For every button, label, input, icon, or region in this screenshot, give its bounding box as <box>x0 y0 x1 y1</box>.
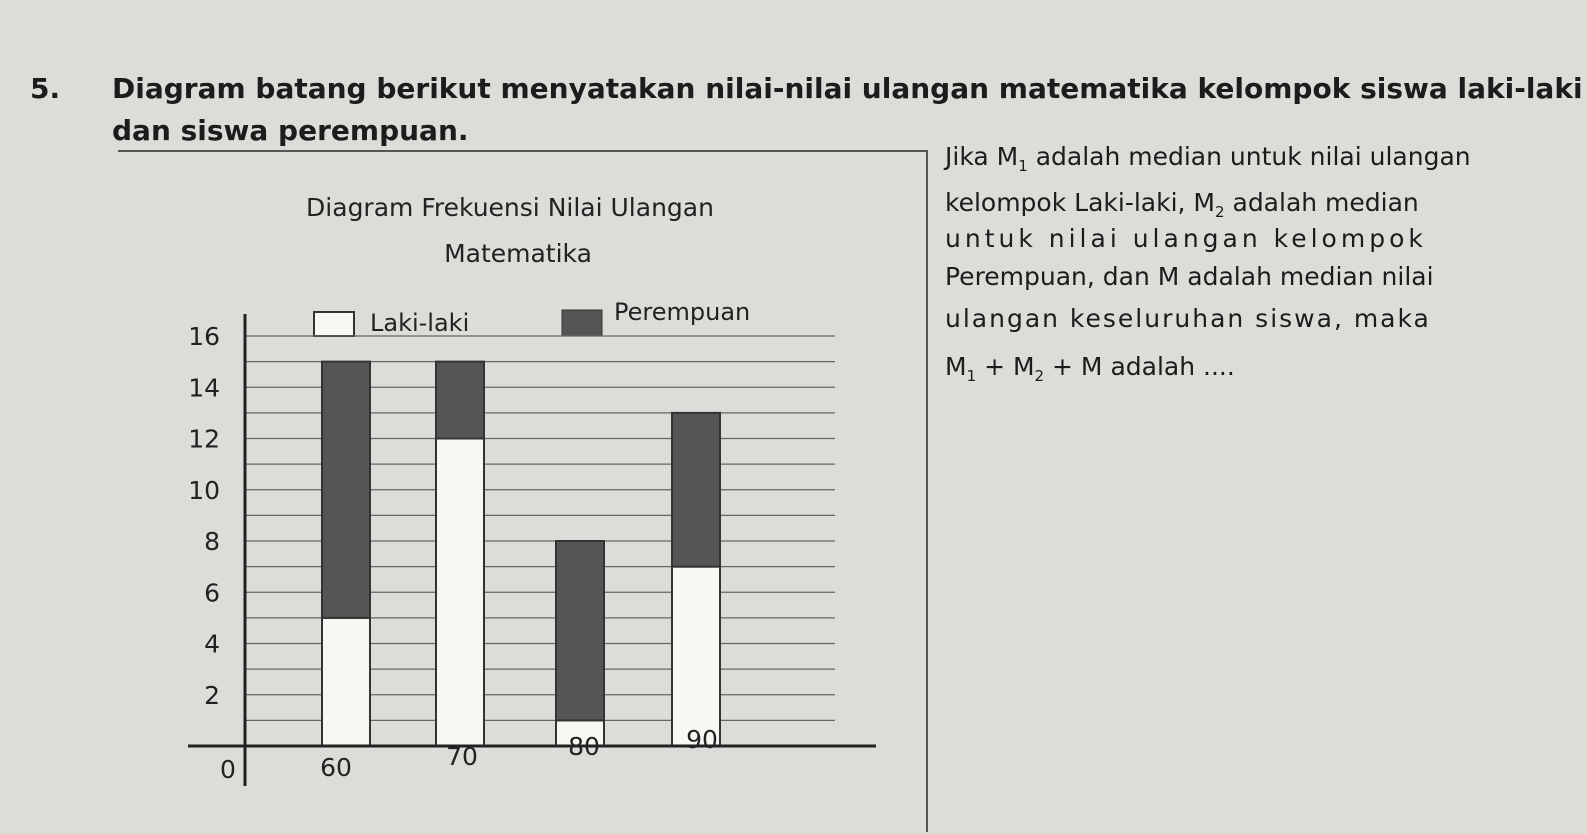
text-fragment: Jika M <box>945 142 1019 171</box>
chart-title: Diagram Frekuensi Nilai Ulangan <box>306 193 714 222</box>
bar-perempuan <box>672 413 720 567</box>
formula-part: + M adalah .... <box>1044 352 1235 381</box>
text-fragment: adalah median <box>1224 188 1419 217</box>
x-tick-label: 70 <box>446 742 478 771</box>
bar-laki-laki <box>322 618 370 746</box>
y-tick-label: 10 <box>188 475 220 505</box>
legend-label-laki-laki: Laki-laki <box>370 309 470 337</box>
text-fragment: adalah median untuk nilai ulangan <box>1027 142 1471 171</box>
y-tick-label: 2 <box>204 680 220 710</box>
question-line-2: dan siswa perempuan. <box>112 114 469 147</box>
legend-label-perempuan: Perempuan <box>614 298 751 326</box>
x-tick-label: 80 <box>568 732 600 761</box>
bar-perempuan <box>322 362 370 618</box>
y-axis <box>188 314 245 786</box>
x-tick-label: 60 <box>320 753 352 782</box>
legend-swatch-laki-laki <box>314 312 354 336</box>
bar-perempuan <box>556 541 604 720</box>
bar-perempuan <box>436 362 484 439</box>
formula-part: M <box>945 352 967 381</box>
y-tick-label: 12 <box>188 424 220 454</box>
subscript: 2 <box>1034 367 1045 385</box>
question-text-line-3: untuk nilai ulangan kelompok <box>945 224 1427 253</box>
question-text-line-5: ulangan keseluruhan siswa, maka <box>945 304 1431 333</box>
question-number: 5. <box>30 72 61 105</box>
subscript: 1 <box>966 367 977 385</box>
question-line-1: Diagram batang berikut menyatakan nilai-nilai ulangan matematika kelompok siswa laki-laki <box>112 72 1583 105</box>
question-formula <box>945 352 1235 385</box>
y-tick-label: 16 <box>188 322 220 351</box>
legend-swatch-perempuan <box>562 310 602 336</box>
chart-subtitle: Matematika <box>444 239 592 268</box>
x-tick-label: 90 <box>686 725 718 754</box>
bar-laki-laki <box>436 439 484 747</box>
text-fragment: kelompok Laki-laki, M <box>945 188 1215 217</box>
bars <box>322 362 720 746</box>
y-tick-label: 14 <box>188 373 220 403</box>
question-text-line-2 <box>945 188 1419 221</box>
x-axis <box>188 725 876 784</box>
question-text-line-1 <box>945 142 1471 175</box>
x-zero-label: 0 <box>220 755 236 784</box>
subscript: 1 <box>1018 157 1028 175</box>
bar-laki-laki <box>672 567 720 746</box>
y-tick-label: 6 <box>204 578 220 608</box>
subscript: 2 <box>1215 203 1225 221</box>
y-tick-label: 4 <box>204 629 220 659</box>
question-text-line-4: Perempuan, dan M adalah median nilai <box>945 262 1434 291</box>
y-tick-label: 8 <box>204 527 220 556</box>
formula-part: + M <box>976 352 1035 381</box>
